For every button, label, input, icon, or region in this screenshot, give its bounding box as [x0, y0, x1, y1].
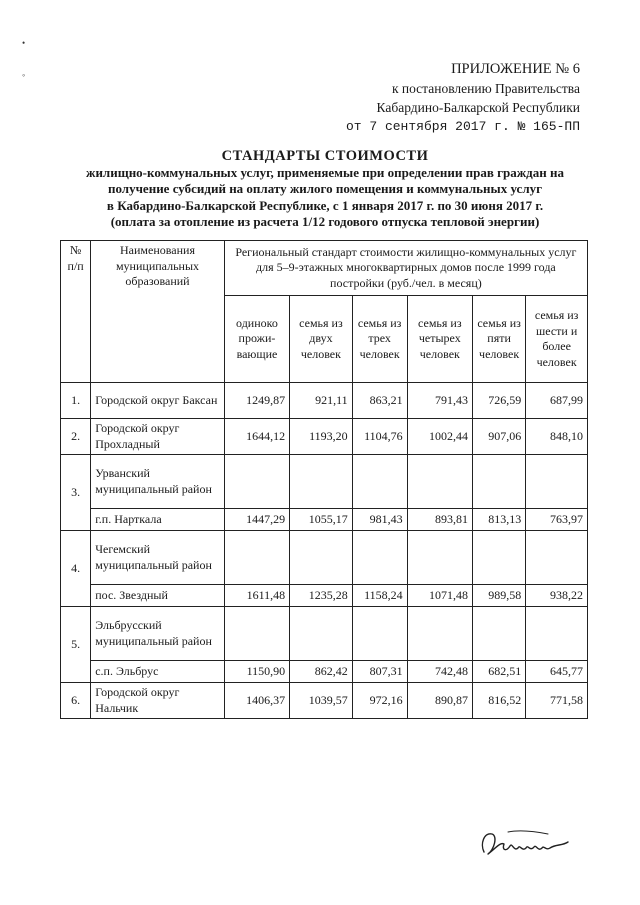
cell-value: 1644,12: [224, 419, 289, 455]
appendix-decree: к постановлению Правительства: [391, 81, 580, 96]
cell-value: 1611,48: [224, 585, 289, 607]
header-name: Наименования муниципальных образований: [91, 241, 225, 383]
cell-value: 921,11: [290, 383, 353, 419]
table-subrow: [61, 585, 588, 607]
cell-value: 863,21: [352, 383, 407, 419]
row-subname: пос. Звездный: [91, 585, 225, 607]
cell-value: 1002,44: [407, 419, 472, 455]
cell-value: 791,43: [407, 383, 472, 419]
cell-value: 726,59: [472, 383, 525, 419]
appendix-government: Кабардино-Балкарской Республики: [376, 100, 580, 115]
cell-value: 807,31: [352, 661, 407, 683]
header-group: Региональный стандарт стоимости жилищно-коммунальных услуг для 5–9-этажных многоквартирных домов после 1999 года постройки (руб./чел. в месяц): [224, 241, 587, 296]
cell-value: 907,06: [472, 419, 525, 455]
row-name: Урванский муниципальный район: [91, 455, 225, 509]
cell-value: 742,48: [407, 661, 472, 683]
header-num: № п/п: [61, 241, 91, 383]
cell-value: 890,87: [407, 683, 472, 719]
cell-value: 981,43: [352, 509, 407, 531]
scan-mark: ◦: [22, 70, 26, 80]
title-line-3: в Кабардино-Балкарской Республике, с 1 января 2017 г. по 30 июня 2017 г.: [106, 197, 544, 213]
standards-table: [60, 240, 588, 719]
cell-value: 1104,76: [352, 419, 407, 455]
row-num: 4.: [61, 531, 91, 607]
table-row: [61, 683, 588, 719]
cell-value: 813,13: [472, 509, 525, 531]
cell-value: 1193,20: [290, 419, 353, 455]
cell-value: 771,58: [526, 683, 588, 719]
cell-value: 645,77: [526, 661, 588, 683]
row-name: Чегемский муниципальный район: [91, 531, 225, 585]
appendix-date: от 7 сентября 2017 г. № 165-ПП: [345, 119, 580, 134]
cell-value: 972,16: [352, 683, 407, 719]
cell-value: 862,42: [290, 661, 353, 683]
cell-value: 1071,48: [407, 585, 472, 607]
table-row: [61, 383, 588, 419]
table-row: [61, 607, 588, 661]
table-header-row: [61, 241, 588, 296]
row-num: 3.: [61, 455, 91, 531]
row-name: Городской округ Баксан: [91, 383, 225, 419]
row-subname: с.п. Эльбрус: [91, 661, 225, 683]
cell-value: 1249,87: [224, 383, 289, 419]
cell-value: 989,58: [472, 585, 525, 607]
title-line-1: жилищно-коммунальных услуг, применяемые при определении прав граждан на: [86, 164, 564, 180]
cell-value: 682,51: [472, 661, 525, 683]
table-subrow: [61, 509, 588, 531]
col-header-3: семья из трех человек: [352, 296, 407, 383]
row-num: 1.: [61, 383, 91, 419]
col-header-2: семья из двух человек: [290, 296, 353, 383]
cell-value: 1039,57: [290, 683, 353, 719]
cell-value: 848,10: [526, 419, 588, 455]
cell-value: 816,52: [472, 683, 525, 719]
scan-dot: •: [22, 38, 26, 48]
title-line-4: (оплата за отопление из расчета 1/12 годового отпуска тепловой энергии): [110, 214, 540, 229]
cell-value: 687,99: [526, 383, 588, 419]
appendix-block: [330, 60, 580, 136]
row-name: Городской округ Прохладный: [91, 419, 225, 455]
row-num: 6.: [61, 683, 91, 719]
cell-value: 1055,17: [290, 509, 353, 531]
col-header-5: семья из пяти человек: [472, 296, 525, 383]
row-subname: г.п. Нарткала: [91, 509, 225, 531]
row-name: Эльбрусский муниципальный район: [91, 607, 225, 661]
cell-value: 1447,29: [224, 509, 289, 531]
cell-value: 1150,90: [224, 661, 289, 683]
col-header-4: семья из четырех человек: [407, 296, 472, 383]
cell-value: 1406,37: [224, 683, 289, 719]
table-row: [61, 419, 588, 455]
cell-value: 763,97: [526, 509, 588, 531]
table-subrow: [61, 661, 588, 683]
row-num: 2.: [61, 419, 91, 455]
title-line-2: получение субсидий на оплату жилого помещения и коммунальных услуг: [107, 181, 543, 196]
col-header-1: одиноко прожи-вающие: [224, 296, 289, 383]
table-row: [61, 455, 588, 509]
table-row: [61, 531, 588, 585]
document-title: [60, 148, 590, 231]
title-main: СТАНДАРТЫ СТОИМОСТИ: [221, 148, 429, 164]
cell-value: 893,81: [407, 509, 472, 531]
appendix-title: ПРИЛОЖЕНИЕ № 6: [451, 61, 580, 77]
cell-value: 938,22: [526, 585, 588, 607]
row-name: Городской округ Нальчик: [91, 683, 225, 719]
row-num: 5.: [61, 607, 91, 683]
col-header-6: семья из шести и более человек: [526, 296, 588, 383]
cell-value: 1158,24: [352, 585, 407, 607]
cell-value: 1235,28: [290, 585, 353, 607]
signature-image: [478, 822, 573, 862]
